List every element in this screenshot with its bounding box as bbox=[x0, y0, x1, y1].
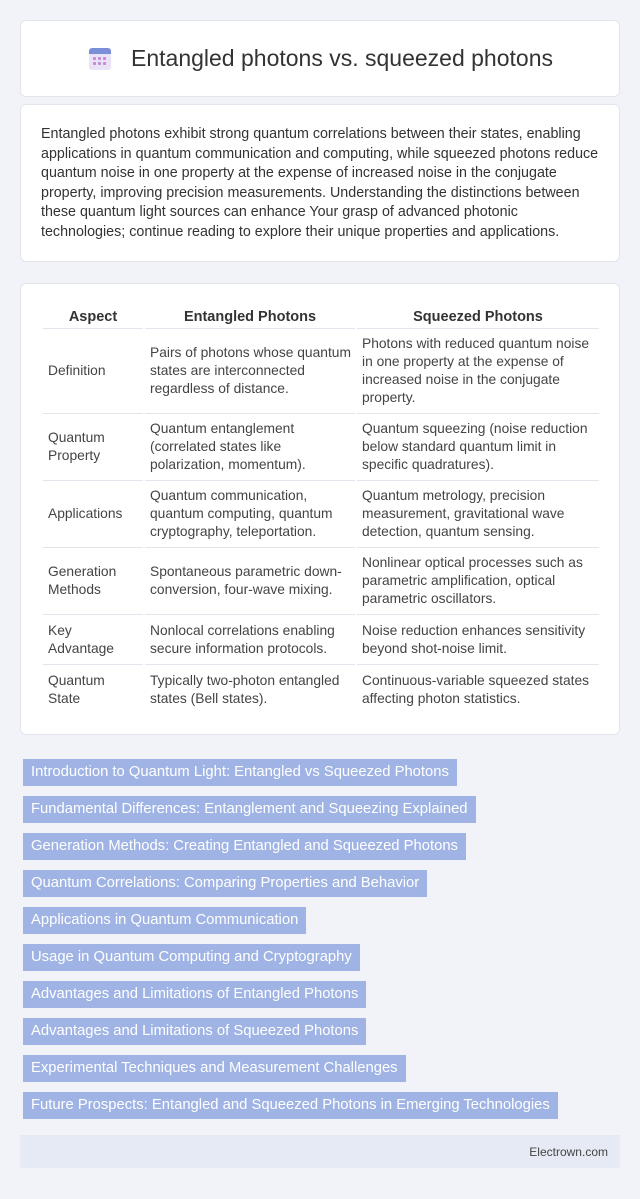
table-row bbox=[43, 548, 599, 615]
table-row bbox=[43, 329, 599, 414]
table-cell-aspect: Applications bbox=[43, 481, 143, 548]
table-header-row bbox=[43, 305, 599, 329]
comparison-table-card bbox=[20, 283, 620, 735]
table-cell: Pairs of photons whose quantum states are interconnected regardless of distance. bbox=[145, 329, 355, 414]
table-cell-aspect: Quantum Property bbox=[43, 414, 143, 481]
table-cell: Quantum entanglement (correlated states like polarization, momentum). bbox=[145, 414, 355, 481]
table-cell: Continuous-variable squeezed states affecting photon statistics. bbox=[362, 673, 590, 706]
comparison-table bbox=[41, 305, 601, 715]
topic-link[interactable]: Quantum Correlations: Comparing Properties and Behavior bbox=[23, 870, 427, 897]
table-cell: Noise reduction enhances sensitivity beyond shot-noise limit. bbox=[357, 615, 599, 665]
topic-link[interactable]: Generation Methods: Creating Entangled and Squeezed Photons bbox=[23, 833, 466, 860]
table-cell-aspect: Generation Methods bbox=[43, 548, 143, 615]
intro-card bbox=[20, 104, 620, 262]
table-row bbox=[43, 414, 599, 481]
table-row bbox=[43, 481, 599, 548]
table-cell-aspect: Quantum State bbox=[48, 673, 105, 706]
table-cell: Nonlinear optical processes such as parametric amplification, optical parametric oscillators. bbox=[357, 548, 599, 615]
footer-site-name: Electrown.com bbox=[529, 1144, 608, 1159]
table-cell: Typically two-photon entangled states (Bell states). bbox=[150, 673, 340, 706]
table-cell-aspect: Key Advantage bbox=[43, 615, 143, 665]
topic-link[interactable]: Advantages and Limitations of Entangled Photons bbox=[23, 981, 366, 1008]
table-cell-aspect: Definition bbox=[43, 329, 143, 414]
header bbox=[87, 45, 553, 72]
column-header-squeezed: Squeezed Photons bbox=[357, 305, 599, 329]
table-row bbox=[43, 615, 599, 665]
topic-link[interactable]: Future Prospects: Entangled and Squeezed Photons in Emerging Technologies bbox=[23, 1092, 558, 1119]
topic-link[interactable]: Introduction to Quantum Light: Entangled vs Squeezed Photons bbox=[23, 759, 457, 786]
topic-link[interactable]: Experimental Techniques and Measurement Challenges bbox=[23, 1055, 406, 1082]
table-row bbox=[43, 665, 599, 715]
intro-text: Entangled photons exhibit strong quantum correlations between their states, enabling applications in quantum communication and computing, while squeezed photons reduce quantum noise in one property at the expense of increased noise in the conjugate property, improving precision measurements. Understanding the distinctions between these quantum light sources can enhance Your grasp of advanced photonic technologies; continue reading to explore their unique properties and applications. bbox=[41, 126, 599, 240]
page-title: Entangled photons vs. squeezed photons bbox=[131, 45, 553, 71]
topic-link[interactable]: Advantages and Limitations of Squeezed Photons bbox=[23, 1018, 366, 1045]
footer bbox=[20, 1135, 620, 1168]
topic-links bbox=[23, 759, 620, 1129]
calendar-grid-icon bbox=[87, 46, 113, 72]
table-cell: Nonlocal correlations enabling secure information protocols. bbox=[145, 615, 355, 665]
table-cell: Quantum squeezing (noise reduction below standard quantum limit in specific quadratures). bbox=[357, 414, 599, 481]
topic-link[interactable]: Usage in Quantum Computing and Cryptography bbox=[23, 944, 360, 971]
table-cell: Spontaneous parametric down-conversion, four-wave mixing. bbox=[145, 548, 355, 615]
column-header-aspect: Aspect bbox=[43, 305, 143, 329]
column-header-entangled: Entangled Photons bbox=[145, 305, 355, 329]
table-cell: Quantum communication, quantum computing, quantum cryptography, teleportation. bbox=[145, 481, 355, 548]
table-cell: Quantum metrology, precision measurement, gravitational wave detection, quantum sensing. bbox=[357, 481, 599, 548]
header-card bbox=[20, 20, 620, 97]
topic-link[interactable]: Fundamental Differences: Entanglement and Squeezing Explained bbox=[23, 796, 476, 823]
topic-link[interactable]: Applications in Quantum Communication bbox=[23, 907, 306, 934]
table-cell: Photons with reduced quantum noise in one property at the expense of increased noise in the conjugate property. bbox=[357, 329, 599, 414]
